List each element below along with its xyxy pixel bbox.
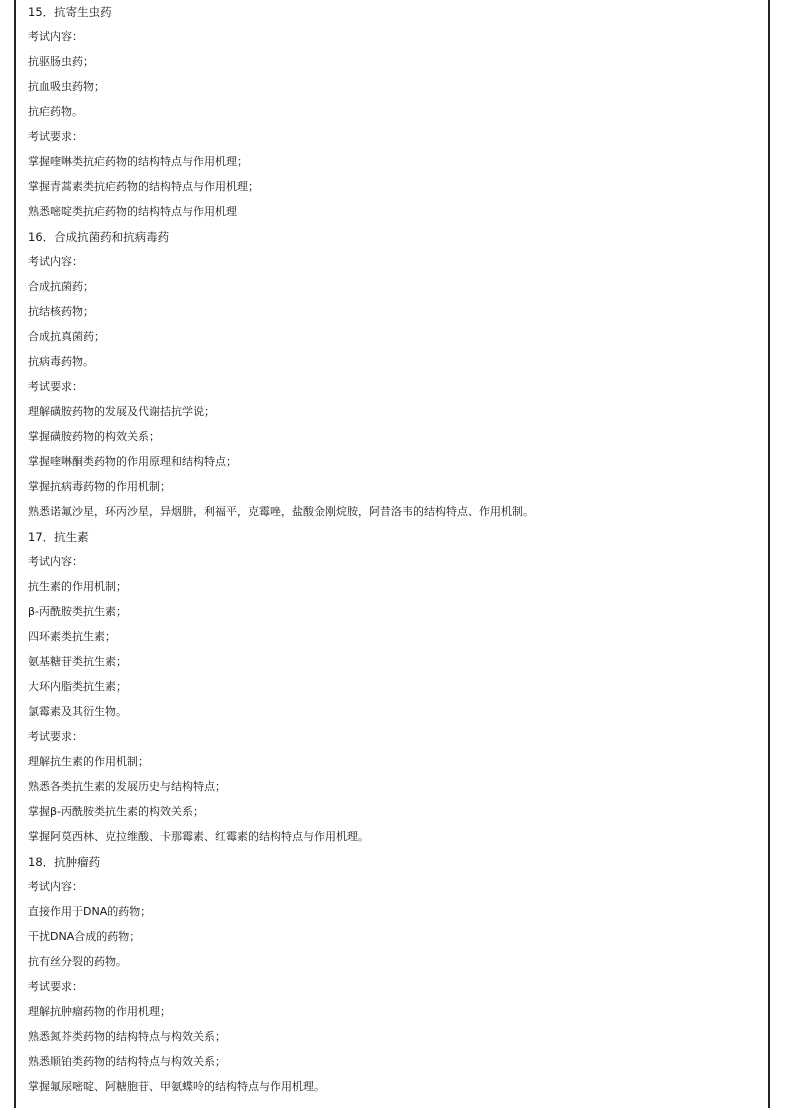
text-line: 抗驱肠虫药；: [28, 55, 94, 68]
text-line: 考试内容：: [28, 255, 83, 268]
text-line: 考试要求：: [28, 130, 83, 143]
text-line: 熟悉氮芥类药物的结构特点与构效关系；: [28, 1030, 226, 1043]
text-line: 掌握抗病毒药物的作用机制；: [28, 480, 171, 493]
text-line: 熟悉诺氟沙星，环丙沙星，异烟肼，利福平，克霉唑，盐酸金刚烷胺，阿昔洛韦的结构特点、作用机制。: [28, 505, 534, 518]
text-line: 直接作用于DNA的药物；: [28, 905, 152, 918]
text-line: 考试内容：: [28, 555, 83, 568]
text-line: 掌握喹啉酮类药物的作用原理和结构特点；: [28, 455, 237, 468]
text-line: 合成抗真菌药；: [28, 330, 105, 343]
text-line: 理解抗肿瘤药物的作用机理；: [28, 1005, 171, 1018]
text-line: 掌握阿莫西林、克拉维酸、卡那霉素、红霉素的结构特点与作用机理。: [28, 830, 369, 843]
section-heading: 18．抗肿瘤药: [28, 855, 101, 869]
text-line: 干扰DNA合成的药物；: [28, 930, 141, 943]
text-line: 四环素类抗生素；: [28, 630, 116, 643]
text-line: 考试要求：: [28, 380, 83, 393]
text-line: 掌握磺胺药物的构效关系；: [28, 430, 160, 443]
section-heading: 17．抗生素: [28, 530, 89, 544]
text-line: 大环内脂类抗生素；: [28, 680, 127, 693]
text-line: 考试内容：: [28, 30, 83, 43]
text-line: 抗疟药物。: [28, 105, 83, 118]
text-line: 氯霉素及其衍生物。: [28, 705, 127, 718]
text-line: 考试要求：: [28, 730, 83, 743]
text-line: 理解抗生素的作用机制；: [28, 755, 149, 768]
text-line: 掌握β-丙酰胺类抗生素的构效关系；: [28, 805, 204, 818]
section-heading: 16．合成抗菌药和抗病毒药: [28, 230, 170, 244]
text-line: 掌握青蒿素类抗疟药物的结构特点与作用机理；: [28, 180, 259, 193]
text-line: 合成抗菌药；: [28, 280, 94, 293]
text-line: 考试要求：: [28, 980, 83, 993]
text-line: 理解磺胺药物的发展及代谢拮抗学说；: [28, 405, 215, 418]
text-line: β-丙酰胺类抗生素；: [28, 605, 127, 618]
document-body: [28, 0, 768, 1100]
text-line: 熟悉嘧啶类抗疟药物的结构特点与作用机理: [28, 205, 237, 218]
text-line: 考试内容：: [28, 880, 83, 893]
text-line: 抗血吸虫药物；: [28, 80, 105, 93]
text-line: 抗病毒药物。: [28, 355, 94, 368]
text-line: 熟悉顺铂类药物的结构特点与构效关系；: [28, 1055, 226, 1068]
text-line: 掌握氟尿嘧啶、阿糖胞苷、甲氨蝶呤的结构特点与作用机理。: [28, 1080, 325, 1093]
text-line: 抗生素的作用机制；: [28, 580, 127, 593]
text-line: 熟悉各类抗生素的发展历史与结构特点；: [28, 780, 226, 793]
text-line: 掌握喹啉类抗疟药物的结构特点与作用机理；: [28, 155, 248, 168]
text-line: 抗结核药物；: [28, 305, 94, 318]
text-line: 氨基糖苷类抗生素；: [28, 655, 127, 668]
section-heading: 15．抗寄生虫药: [28, 5, 112, 19]
text-line: 抗有丝分裂的药物。: [28, 955, 127, 968]
